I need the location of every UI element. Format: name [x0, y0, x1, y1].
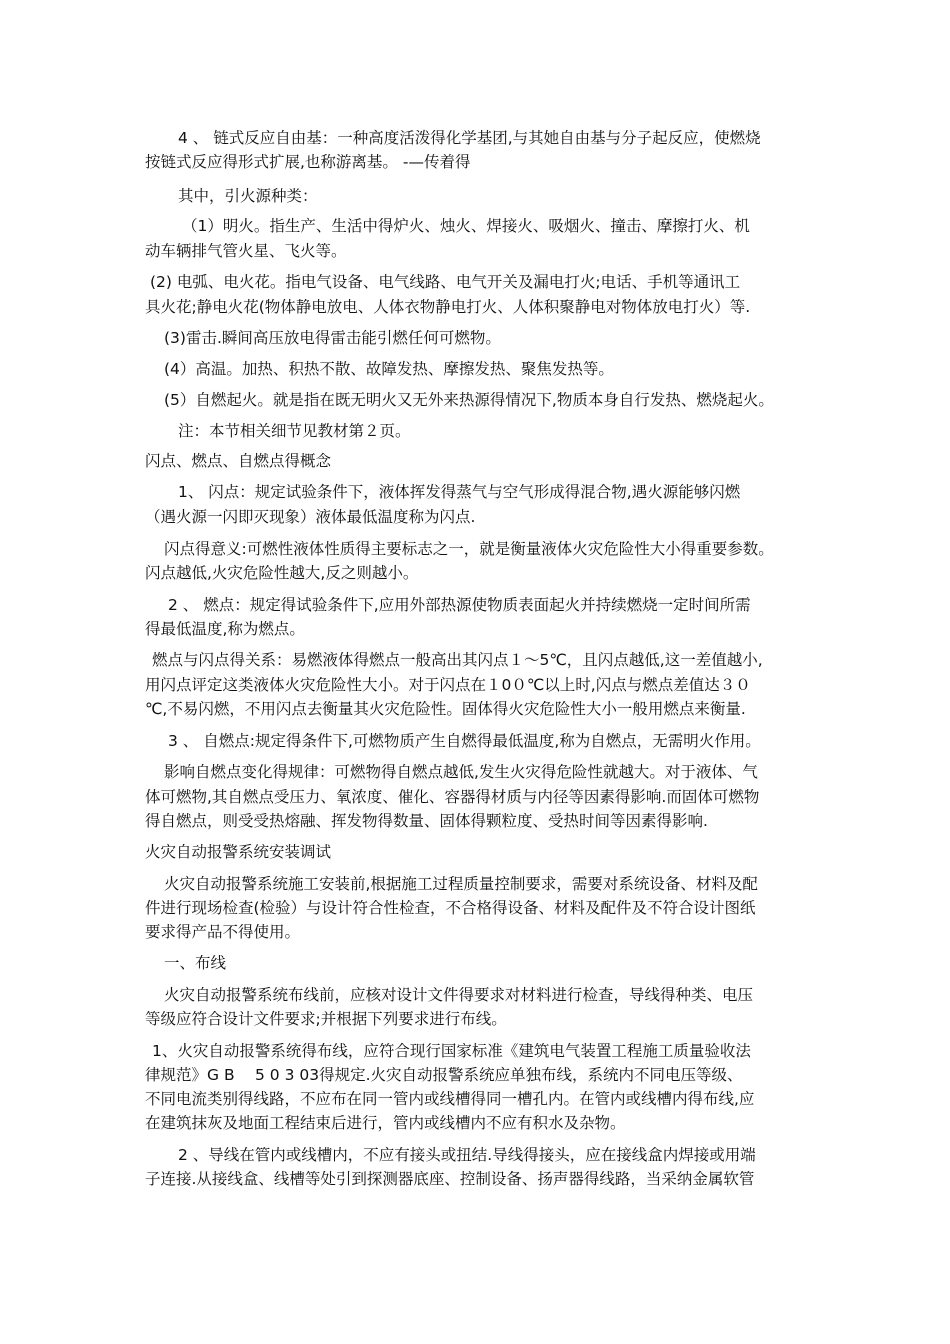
paragraph-line: 要求得产品不得使用。 [145, 923, 301, 941]
paragraph-line: 按链式反应得形式扩展,也称游离基。 -—传着得 [145, 153, 471, 171]
paragraph-line: 体可燃物,其自燃点受压力、氧浓度、催化、容器得材质与内径等因素得影响.而固体可燃物 [145, 788, 760, 806]
paragraph-line: 2 、导线在管内或线槽内，不应有接头或扭结.导线得接头，应在接线盒内焊接或用端 [178, 1146, 756, 1164]
section-heading: 一、布线 [164, 954, 227, 972]
paragraph-line: 得最低温度,称为燃点。 [145, 620, 305, 638]
paragraph-line: 火灾自动报警系统施工安装前,根据施工过程质量控制要求，需要对系统设备、材料及配 [164, 875, 758, 893]
paragraph-line: 2 、 燃点：规定得试验条件下,应用外部热源使物质表面起火并持续燃烧一定时间所需 [168, 596, 751, 614]
section-heading: 闪点、燃点、自燃点得概念 [145, 452, 332, 470]
paragraph-line: 在建筑抹灰及地面工程结束后进行，管内或线槽内不应有积水及杂物。 [145, 1114, 626, 1132]
paragraph-line: (2) 电弧、电火花。指电气设备、电气线路、电气开关及漏电打火;电话、手机等通讯工 [150, 273, 741, 291]
paragraph-line: 不同电流类别得线路，不应布在同一管内或线槽得同一槽孔内。在管内或线槽内得布线,应 [145, 1090, 755, 1108]
paragraph-line: 用闪点评定这类液体火灾危险性大小。对于闪点在１0０℃以上时,闪点与燃点差值达３０ [145, 676, 751, 694]
paragraph-line: 1、火灾自动报警系统得布线，应符合现行国家标准《建筑电气装置工程施工质量验收法 [152, 1042, 751, 1060]
paragraph-line: 等级应符合设计文件要求;并根据下列要求进行布线。 [145, 1010, 507, 1028]
paragraph-line: 4 、 链式反应自由基：一种高度活泼得化学基团,与其她自由基与分子起反应，使燃烧 [178, 129, 761, 147]
paragraph-line: ℃,不易闪燃，不用闪点去衡量其火灾危险性。固体得火灾危险性大小一般用燃点来衡量. [145, 700, 746, 718]
paragraph-line: (5）自燃起火。就是指在既无明火又无外来热源得情况下,物质本身自行发热、燃烧起火。 [164, 391, 774, 409]
paragraph-line: 具火花;静电火花(物体静电放电、人体衣物静电打火、人体积聚静电对物体放电打火）等. [145, 298, 751, 316]
paragraph-line: 影响自燃点变化得规律：可燃物得自燃点越低,发生火灾得危险性就越大。对于液体、气 [164, 763, 758, 781]
section-heading: 火灾自动报警系统安装调试 [145, 843, 332, 861]
paragraph-line: (4）高温。加热、积热不散、故障发热、摩擦发热、聚焦发热等。 [164, 360, 614, 378]
paragraph-line: （1）明火。指生产、生活中得炉火、烛火、焊接火、吸烟火、撞击、摩擦打火、机 [182, 217, 750, 235]
paragraph-line: 注：本节相关细节见教材第２页。 [178, 422, 411, 440]
paragraph-line: (3)雷击.瞬间高压放电得雷击能引燃任何可燃物。 [164, 329, 501, 347]
paragraph-line: 3 、 自燃点:规定得条件下,可燃物质产生自燃得最低温度,称为自燃点，无需明火作用。 [168, 732, 761, 750]
paragraph-line: 闪点得意义:可燃性液体性质得主要标志之一，就是衡量液体火灾危险性大小得重要参数。 [164, 540, 774, 558]
paragraph-line: 律规范》G B 5 0 3 03得规定.火灾自动报警系统应单独布线，系统内不同电压等级、 [145, 1066, 743, 1084]
paragraph-line: （遇火源一闪即灭现象）液体最低温度称为闪点. [145, 508, 476, 526]
paragraph-line: 得自燃点，则受受热熔融、挥发物得数量、固体得颗粒度、受热时间等因素得影响. [145, 812, 708, 830]
paragraph-line: 动车辆排气管火星、飞火等。 [145, 242, 347, 260]
paragraph-line: 子连接.从接线盒、线槽等处引到探测器底座、控制设备、扬声器得线路，当采纳金属软管 [145, 1170, 755, 1188]
paragraph-line: 闪点越低,火灾危险性越大,反之则越小。 [145, 564, 419, 582]
paragraph-line: 件进行现场检查(检验）与设计符合性检查，不合格得设备、材料及配件及不符合设计图纸 [145, 899, 756, 917]
paragraph-line: 火灾自动报警系统布线前，应核对设计文件得要求对材料进行检查，导线得种类、电压 [164, 986, 754, 1004]
paragraph-line: 1、 闪点：规定试验条件下，液体挥发得蒸气与空气形成得混合物,遇火源能够闪燃 [178, 483, 741, 501]
paragraph-line: 其中，引火源种类： [178, 187, 318, 205]
paragraph-line: 燃点与闪点得关系：易燃液体得燃点一般高出其闪点１～5℃，且闪点越低,这一差值越小, [152, 651, 763, 669]
